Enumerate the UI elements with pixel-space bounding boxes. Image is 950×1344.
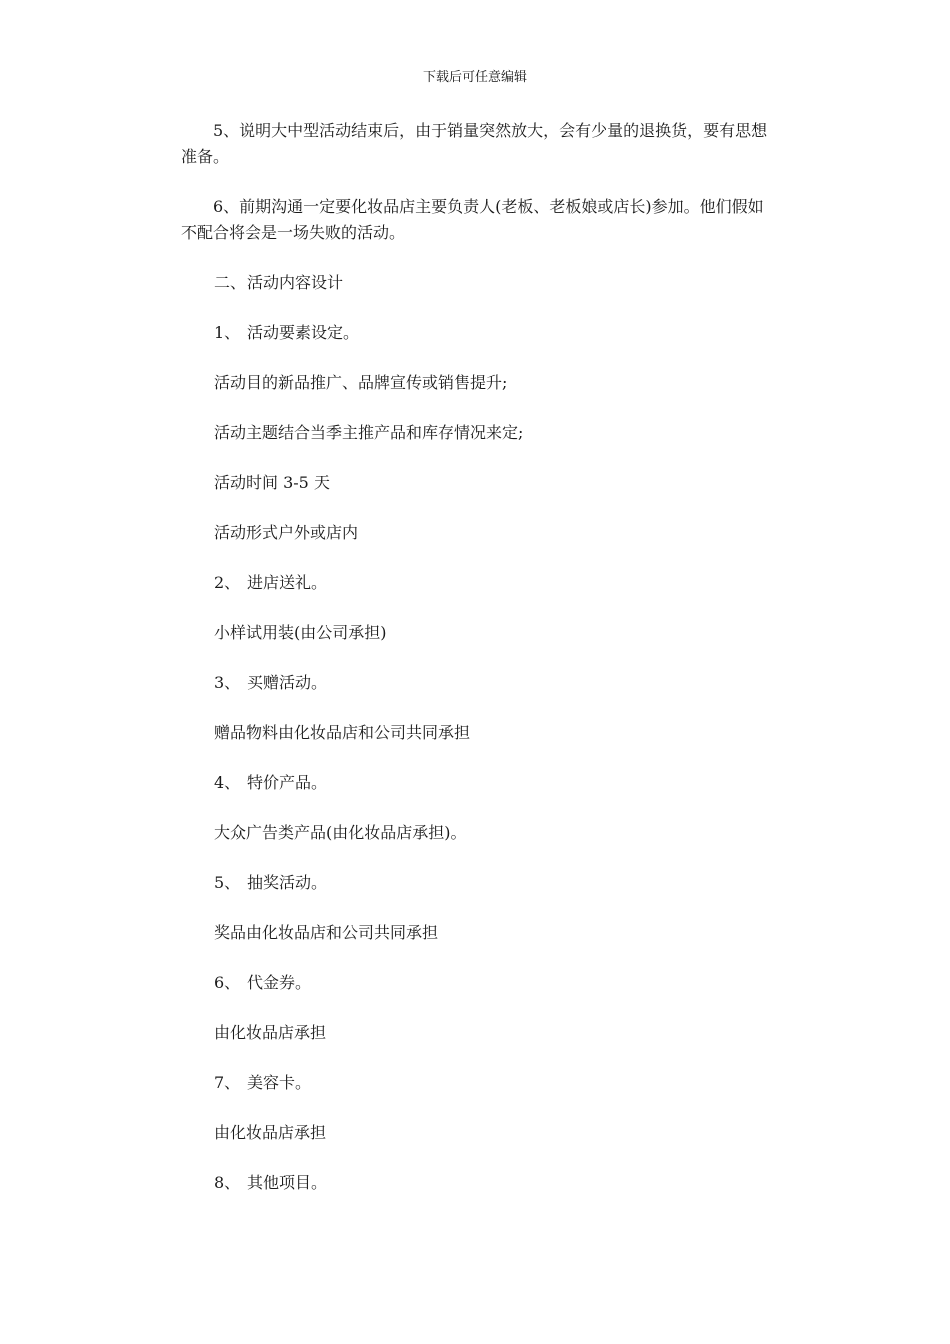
list-item: 由化妆品店承担 (214, 1023, 327, 1042)
list-item: 奖品由化妆品店和公司共同承担 (214, 923, 439, 942)
item-text: 其他项目。 (247, 1173, 328, 1192)
list-item (181, 320, 773, 346)
item-text: 美容卡。 (247, 1073, 312, 1092)
list-item (181, 1070, 773, 1096)
list-item (181, 870, 773, 896)
list-item: 活动时间 3-5 天 (214, 473, 330, 492)
item-number: 7、 (214, 1073, 241, 1092)
item-text: 买赠活动。 (247, 673, 328, 692)
section-title: 活动内容设计 (247, 273, 344, 292)
list-item: 赠品物料由化妆品店和公司共同承担 (214, 723, 471, 742)
list-item: 活动主题结合当季主推产品和库存情况来定; (214, 423, 524, 442)
item-number: 2、 (214, 573, 241, 592)
list-item (181, 570, 773, 596)
paragraph-note-5: 5、说明大中型活动结束后，由于销量突然放大，会有少量的退换货，要有思想准备。 (181, 121, 768, 166)
section-number: 二、 (214, 273, 247, 292)
item-number: 8、 (214, 1173, 241, 1192)
list-item (181, 1170, 773, 1196)
list-item (181, 970, 773, 996)
page-header: 下载后可任意编辑 (422, 70, 527, 85)
list-item: 小样试用装(由公司承担) (214, 623, 387, 642)
item-text: 特价产品。 (247, 773, 328, 792)
item-number: 4、 (214, 773, 241, 792)
document-body (181, 118, 773, 1220)
item-number: 1、 (214, 323, 241, 342)
list-item (181, 670, 773, 696)
item-text: 进店送礼。 (247, 573, 328, 592)
list-item: 大众广告类产品(由化妆品店承担)。 (214, 823, 467, 842)
list-item (181, 770, 773, 796)
item-text: 抽奖活动。 (247, 873, 328, 892)
item-number: 5、 (214, 873, 241, 892)
item-number: 3、 (214, 673, 241, 692)
list-item: 活动目的新品推广、品牌宣传或销售提升; (214, 373, 508, 392)
item-number: 6、 (214, 973, 241, 992)
list-item: 活动形式户外或店内 (214, 523, 359, 542)
item-text: 活动要素设定。 (247, 323, 360, 342)
section-heading (181, 270, 773, 296)
list-item: 由化妆品店承担 (214, 1123, 327, 1142)
paragraph-note-6: 6、前期沟通一定要化妆品店主要负责人(老板、老板娘或店长)参加。他们假如不配合将会是一场失败的活动。 (181, 197, 764, 242)
item-text: 代金券。 (247, 973, 312, 992)
